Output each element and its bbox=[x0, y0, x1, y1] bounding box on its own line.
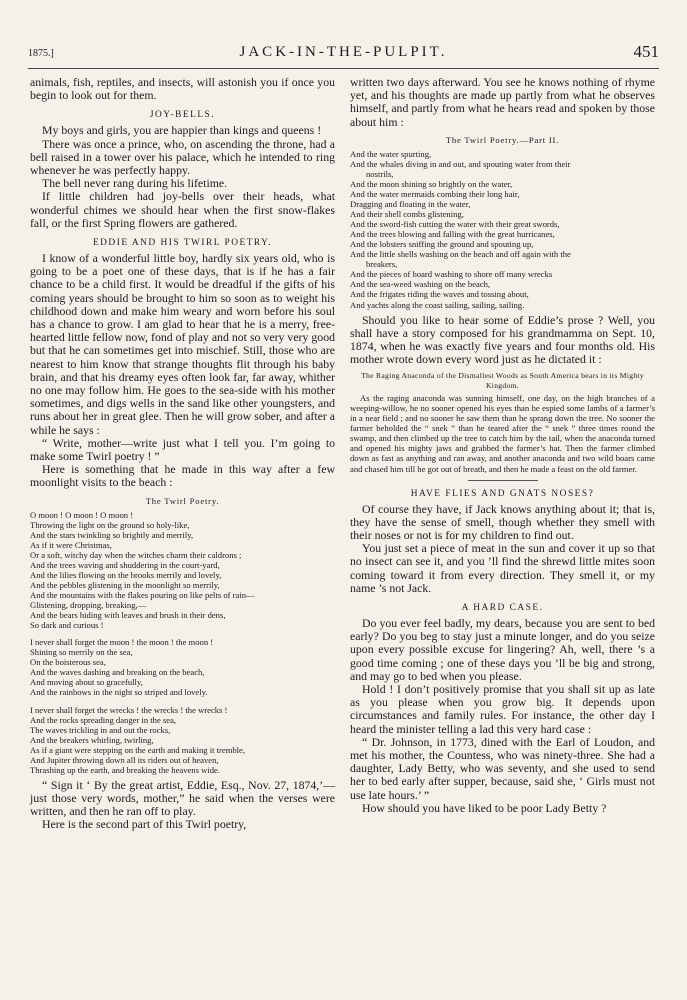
poem-line: And the lobsters sniffing the ground and spouting up, bbox=[350, 239, 534, 250]
poem-line: Dragging and floating in the water, bbox=[350, 199, 471, 210]
poem-line: And the sea-weed washing on the beach, bbox=[350, 279, 491, 290]
poem-line: And the pebbles glistening in the moonlight so merrily, bbox=[30, 580, 220, 591]
poem-line: As if a giant were stepping on the earth and making it tremble, bbox=[30, 744, 246, 755]
running-header bbox=[28, 38, 659, 69]
poem-line: I never shall forget the wrecks ! the wrecks ! the wrecks ! bbox=[30, 704, 228, 715]
poem-line: And the sword-fish cutting the water with their great swords, bbox=[350, 219, 560, 230]
intro-paragraph: animals, fish, reptiles, and insects, will astonish you if once you begin to look out for them. bbox=[30, 75, 335, 103]
poem-line: And the bears hiding with leaves and brush in their dens, bbox=[30, 610, 226, 621]
page-number: 451 bbox=[633, 42, 659, 61]
twirl-poem bbox=[30, 510, 335, 775]
poem-line: breakers, bbox=[366, 259, 398, 270]
continued-paragraph: written two days afterward. You see he knows nothing of rhyme yet, and his thoughts are made up partly from what he observes himself, and partly from what he hears read and spoken by those about him : bbox=[350, 75, 655, 129]
eddie-heading: EDDIE AND HIS TWIRL POETRY. bbox=[92, 238, 273, 249]
eddie-paragraph: I know of a wonderful little boy, hardly six years old, who is going to be a poet one of these days, that is if he has a fair chance to be a child first. It would be dreadful if the gifts of his coming years should be brought to him so soon as to weight his childhood down and make him weary and worn before his soul has a chance to grow. I am glad to hear that he is a merry, free-hearted little fellow now, fond of play and not so very very good but that he can sometimes get into mischief. Still, those who are nearest to him know that strange thoughts flit through his baby brain, and that his dreamy eyes often look far, far away, whither no one may follow him. He goes to the sea-side with his mother sometimes, and digs wells in the sand like other youngsters, and runs about her in great glee. Then he will grow sober, and after a while he says : bbox=[30, 251, 335, 437]
poem-line: And the trees waving and shuddering in the court-yard, bbox=[30, 559, 220, 570]
poem-line: And Jupiter throwing down all its riders out of heaven, bbox=[30, 754, 219, 765]
poem-title: The Twirl Poetry. bbox=[145, 495, 220, 506]
joy-bells-paragraph: My boys and girls, you are happier than kings and queens ! bbox=[42, 123, 322, 138]
right-column bbox=[350, 76, 655, 815]
hard-case-paragraph: Hold ! I don’t positively promise that you shall sit up as late as you please when you grow big. It depends upon circumstances and family rules. For instance, the other day I heard the minister telling a lad this very hard case : bbox=[350, 682, 655, 736]
poem-line: And yachts along the coast sailing, sailing, sailing. bbox=[350, 299, 525, 310]
poem-line: Thrashing up the earth, and breaking the heavens wide. bbox=[30, 764, 220, 775]
flies-heading: HAVE FLIES AND GNATS NOSES? bbox=[410, 488, 595, 499]
poem-part-two-title: The Twirl Poetry.—Part II. bbox=[445, 134, 560, 145]
poem-line: nostrils, bbox=[366, 168, 394, 179]
poem-line: And the lilies flowing on the brooks merrily and lovely, bbox=[30, 569, 222, 580]
poem-line: And the rocks spreading danger in the sea, bbox=[30, 714, 177, 725]
poem-line: On the boisterous sea, bbox=[30, 657, 106, 668]
hard-case-paragraph: Do you ever feel badly, my dears, because you are sent to bed early? Do you beg to stay just a minute longer, and do you seize upon every possible excuse for lingering? Ah, well, there ’s a good time coming ; one of these days you ’ll be big and strong, and may go to bed when you please. bbox=[350, 615, 655, 683]
prose-intro-paragraph: Should you like to hear some of Eddie’s prose ? Well, you shall have a story composed for his grandmamma on Sept. 10, 1874, when he was exactly five years and four months old. His mother wrote down every word just as he dictated it : bbox=[350, 312, 655, 367]
poem-line: Shining so merrily on the sea, bbox=[30, 647, 133, 658]
eddie-paragraph: Here is the second part of this Twirl poetry, bbox=[42, 817, 247, 832]
poem-line: And the water mermaids combing their long hair, bbox=[350, 189, 520, 199]
poem-line: And the waves dashing and breaking on the beach, bbox=[30, 667, 205, 678]
poem-line: As if it were Christmas, bbox=[30, 539, 112, 550]
poem-line: And the moon shining so brightly on the water, bbox=[350, 178, 513, 189]
eddie-paragraph: “ Sign it ‘ By the great artist, Eddie, Esq., Nov. 27, 1874,’—just those very words, mother,” he said when the verses were written, and then he ran off to play. bbox=[30, 777, 335, 819]
poem-line: And the trees blowing and falling with the great hurricanes, bbox=[350, 229, 555, 240]
poem-line: Or a soft, witchy day when the witches charm their caldrons ; bbox=[30, 549, 242, 560]
poem-line: And the frigates riding the waves and tossing about, bbox=[350, 289, 529, 300]
poem-line: And the breakers whirling, twirling, bbox=[30, 734, 154, 745]
poem-line: And the little shells washing on the beach and off again with the bbox=[350, 249, 571, 260]
poem-line: O moon ! O moon ! O moon ! bbox=[30, 509, 134, 520]
hard-case-heading: A HARD CASE. bbox=[461, 602, 544, 613]
eddie-paragraph: Here is something that he made in this way after a few moonlight visits to the beach : bbox=[30, 462, 335, 490]
joy-bells-paragraph: There was once a prince, who, on ascending the throne, had a bell raised in a tower over his palace, which he intended to ring whenever he was perfectly happy. bbox=[30, 136, 335, 178]
hard-case-paragraph: How should you have liked to be poor Lady Betty ? bbox=[362, 800, 607, 815]
poem-line: I never shall forget the moon ! the moon ! the moon ! bbox=[30, 637, 214, 648]
flies-paragraph: You just set a piece of meat in the sun and cover it up so that no insect can see it, and you ’ll find the shrewd little mites soon coming toward it from every direction. They smell it, or my name ’s not Jack. bbox=[350, 541, 655, 595]
anaconda-story: As the raging anaconda was sunning himself, one day, on the high branches of a weeping-willow, he no sooner opened his eyes than he espied some lambs of a farmer’s in a near field ; and no sooner he saw them than he sprang down the tree. No sooner the farmer beholded the “ snek ” than he teared after the “ snek ” three times round the swamp, and then climbed up the tree to catch him by the tail, when the anaconda turned and opened his mighty jaws and grabbed the farmer’s hat. Then the farmer climbed down as fast as anything and ran away, and another anaconda and two wild boars came and chased him till he got out of breath, and then he made a feast on the old farmer. bbox=[350, 393, 655, 474]
poem-line: And the whales diving in and out, and spouting water from their bbox=[350, 158, 571, 169]
story-title: The Raging Anaconda of the Dismallest Woods as South America bears in its Mighty Kingdom. bbox=[361, 371, 644, 390]
poem-line: Throwing the light on the ground so holy-like, bbox=[30, 519, 190, 530]
joy-bells-paragraph: The bell never rang during his lifetime. bbox=[42, 176, 228, 191]
poem-line: And their shell combs glistening, bbox=[350, 209, 464, 220]
poem-line: The waves trickling in and out the rocks, bbox=[30, 724, 171, 735]
joy-bells-heading: JOY-BELLS. bbox=[149, 110, 216, 121]
joy-bells-paragraph: If little children had joy-bells over their heads, what wonderful chimes we should hear when the first snow-flakes fall, or the first Spring flowers are gathered. bbox=[30, 189, 335, 230]
poem-line: Glistening, dropping, breaking,— bbox=[30, 600, 147, 611]
flies-paragraph: Of course they have, if Jack knows anything about it; that is, they have the sense of smell, though whether they smell with their noses or not is for my children to find out. bbox=[350, 501, 655, 542]
poem-line: And the rainbows in the night so striped and lovely. bbox=[30, 687, 208, 698]
hard-case-paragraph: “ Dr. Johnson, in 1773, dined with the Earl of Loudon, and met his mother, the Countess, who was ninety-three. She had a daughter, Lady Betty, who was seventy, and she used to send her to bed early after supper, because, said she, ‘ Girls must not use late hours.’ ” bbox=[350, 734, 655, 802]
header-title: JACK-IN-THE-PULPIT. bbox=[239, 44, 448, 60]
left-column bbox=[30, 76, 335, 832]
poem-line: And the mountains with the flakes pouring on like pelts of rain— bbox=[30, 590, 255, 601]
poem-line: And the stars twinkling so brightly and merrily, bbox=[30, 529, 194, 540]
poem-line: And the water spurting, bbox=[350, 148, 432, 159]
twirl-poem-part-two bbox=[350, 149, 655, 310]
eddie-paragraph: “ Write, mother—write just what I tell you. I’m going to make some Twirl poetry ! ” bbox=[30, 435, 335, 464]
poem-line: So dark and curious ! bbox=[30, 620, 104, 631]
poem-line: And moving about so gracefully, bbox=[30, 677, 143, 688]
header-year: 1875.] bbox=[28, 48, 54, 59]
section-divider bbox=[468, 480, 538, 481]
poem-line: And the pieces of board washing to shore off many wrecks bbox=[350, 269, 553, 280]
